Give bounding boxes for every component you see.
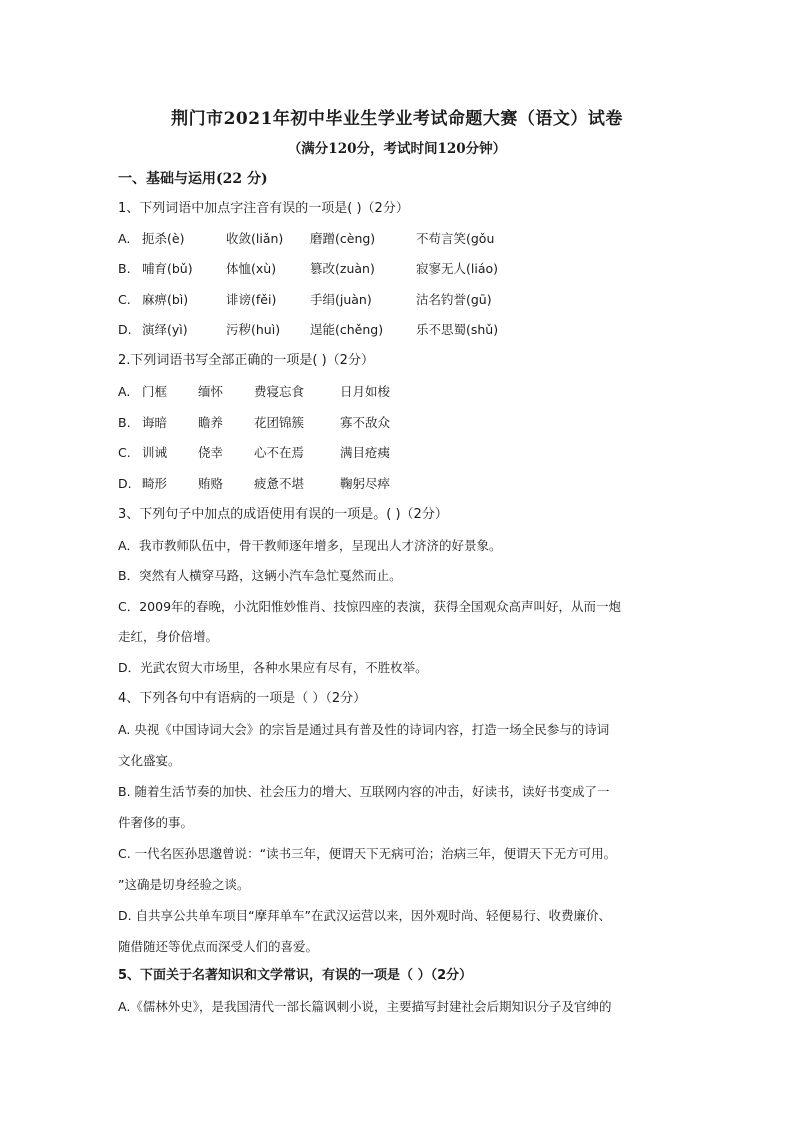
question-3-option-d: D．光武农贸大市场里，各种水果应有尽有，不胜枚举。	[118, 660, 428, 675]
exam-title: 荆门市2021年初中毕业生学业考试命题大赛（语文）试卷	[171, 109, 623, 129]
question-4-line-2: 文化盛宴。	[118, 753, 181, 768]
question-1-option-a: A. 扼杀(è) 收敛(liǎn) 磨蹭(cèng) 不苟言笑(gǒu	[118, 231, 495, 246]
question-2-stem: 2.下列词语书写全部正确的一项是( )（2分）	[118, 353, 374, 368]
question-3-stem: 3、下列句子中加点的成语使用有误的一项是。( )（2分）	[118, 507, 448, 522]
question-4-line-6: ”这确是切身经验之谈。	[118, 877, 250, 892]
question-2-option-a: A. 门框 缅怀 费寝忘食 日月如梭	[118, 384, 391, 399]
question-5-stem: 5、下面关于名著知识和文学常识，有误的一项是（ ）（2分）	[118, 968, 473, 983]
question-4-line-5: C. 一代名医孙思邈曾说：“读书三年，便谓天下无病可治；治病三年，便谓天下无方可用。	[118, 846, 617, 861]
question-2-option-d: D. 畸形 贿赂 疲惫不堪 鞠躬尽瘁	[118, 476, 391, 491]
question-3-option-c-cont: 走红，身价倍增。	[118, 629, 219, 644]
exam-subtitle: （满分120分，考试时间120分钟）	[287, 141, 507, 157]
section-heading: 一、基础与运用(22 分)	[118, 171, 268, 187]
question-4-line-1: A. 央视《中国诗词大会》的宗旨是通过具有普及性的诗词内容，打造一场全民参与的诗词	[118, 722, 610, 737]
question-1-option-c: C. 麻痹(bì) 诽谤(fěi) 手绢(juàn) 沽名钓誉(gū)	[118, 292, 492, 307]
question-4-line-3: B. 随着生活节奏的加快、社会压力的增大、互联网内容的冲击，好读书，读好书变成了一	[118, 784, 610, 799]
question-4-stem: 4、下列各句中有语病的一项是（ ）（2分）	[118, 691, 367, 706]
question-3-option-a: A．我市教师队伍中，骨干教师逐年增多，呈现出人才济济的好景象。	[118, 538, 502, 553]
question-3-option-c: C．2009年的春晚，小沈阳惟妙惟肖、技惊四座的表演，获得全国观众高声叫好，从而一炮	[118, 599, 622, 614]
question-4-line-8: 随借随还等优点而深受人们的喜爱。	[118, 939, 319, 954]
question-5-line-1: A.《儒林外史》，是我国清代一部长篇讽刺小说，主要描写封建社会后期知识分子及官绅的	[118, 999, 612, 1014]
question-4-line-7: D. 自共享公共单车项目“摩拜单车”在武汉运营以来，因外观时尚、轻便易行、收费廉价、	[118, 908, 612, 923]
question-4-line-4: 件奢侈的事。	[118, 815, 194, 830]
question-1-stem: 1、下列词语中加点字注音有误的一项是( )（2分）	[118, 201, 409, 216]
question-1-option-d: D. 演绎(yì) 污秽(huì) 逞能(chěng) 乐不思蜀(shǔ)	[118, 322, 499, 337]
question-1-option-b: B. 哺育(bǔ) 体恤(xù) 篡改(zuàn) 寂寥无人(liáo)	[118, 261, 499, 276]
question-2-option-b: B. 诲暗 瞻养 花团锦簇 寡不敌众	[118, 415, 391, 430]
question-3-option-b: B．突然有人横穿马路，这辆小汽车急忙戛然而止。	[118, 568, 402, 583]
question-2-option-c: C. 训诫 侥幸 心不在焉 满目疮痍	[118, 445, 391, 460]
